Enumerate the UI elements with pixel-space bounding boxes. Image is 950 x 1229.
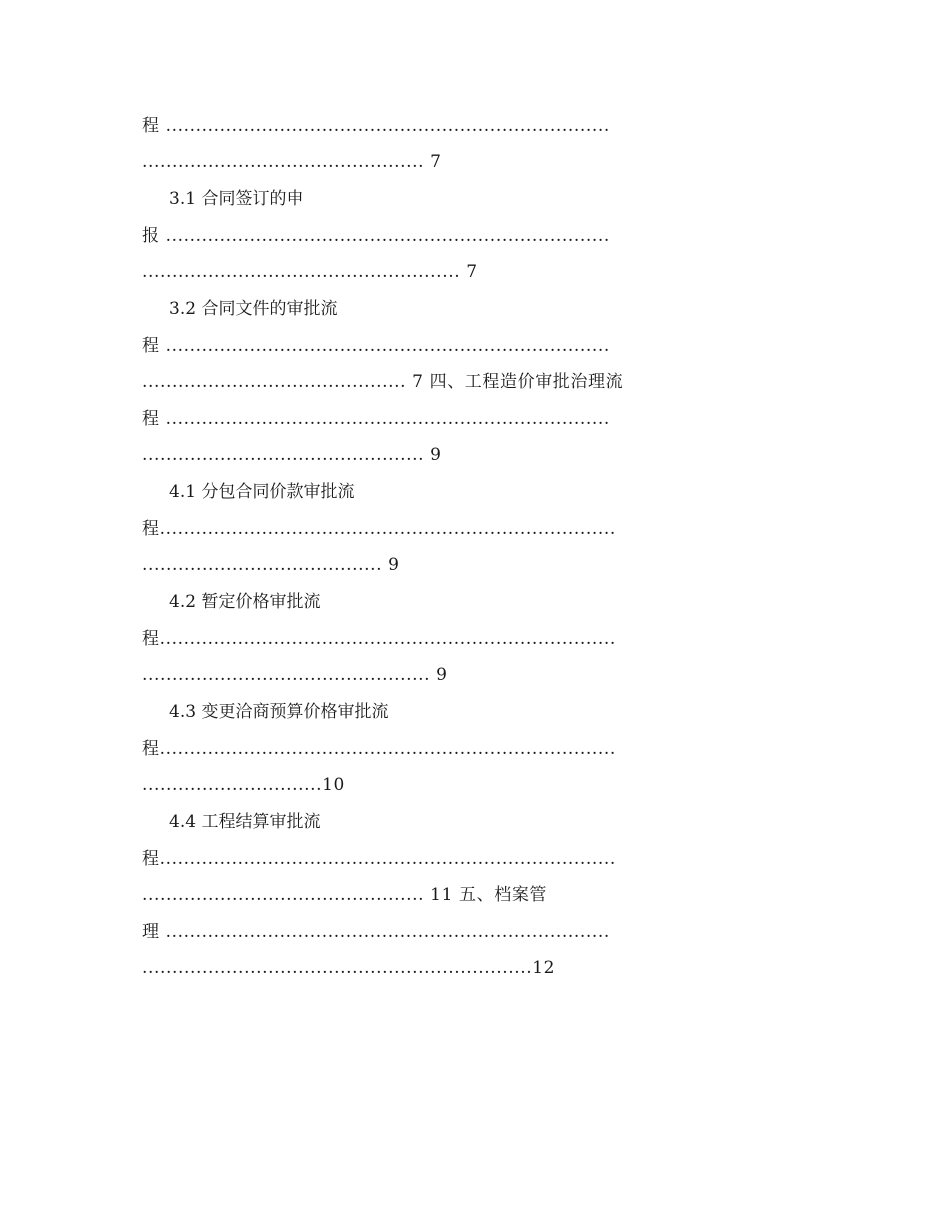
toc-line: 程............................................................................ (142, 629, 616, 649)
toc-entry-section-4[interactable]: ............................................ 7 四、工程造价审批治理流 (142, 372, 624, 392)
toc-entry-4-2[interactable]: 4.2 暂定价格审批流 (169, 592, 321, 612)
toc-line: 程 .......................................................................... (142, 409, 610, 429)
toc-line: 程 .......................................................................... (142, 116, 610, 136)
toc-line: ..................................................... 7 (142, 262, 478, 282)
toc-line: 理 .......................................................................... (142, 922, 610, 942)
toc-line: 程............................................................................ (142, 849, 616, 869)
toc-line: ............................................... 7 (142, 152, 442, 172)
toc-entry-4-4[interactable]: 4.4 工程结算审批流 (169, 812, 321, 832)
toc-line: 程............................................................................ (142, 739, 616, 759)
toc-line: 程 .......................................................................... (142, 336, 610, 356)
toc-entry-4-3[interactable]: 4.3 变更洽商预算价格审批流 (169, 702, 389, 722)
toc-entry-3-1[interactable]: 3.1 合同签订的申 (169, 189, 304, 209)
toc-line: ................................................ 9 (142, 665, 448, 685)
toc-line: 报 .......................................................................... (142, 226, 610, 246)
toc-line: 程............................................................................ (142, 519, 616, 539)
toc-entry-4-1[interactable]: 4.1 分包合同价款审批流 (169, 482, 355, 502)
toc-line: ..............................10 (142, 775, 345, 795)
toc-line: .................................................................12 (142, 958, 556, 978)
toc-line: ........................................ 9 (142, 555, 400, 575)
toc-line: ............................................... 9 (142, 445, 442, 465)
toc-entry-3-2[interactable]: 3.2 合同文件的审批流 (169, 299, 338, 319)
toc-entry-section-5[interactable]: ............................................... 11 五、档案管 (142, 885, 548, 905)
